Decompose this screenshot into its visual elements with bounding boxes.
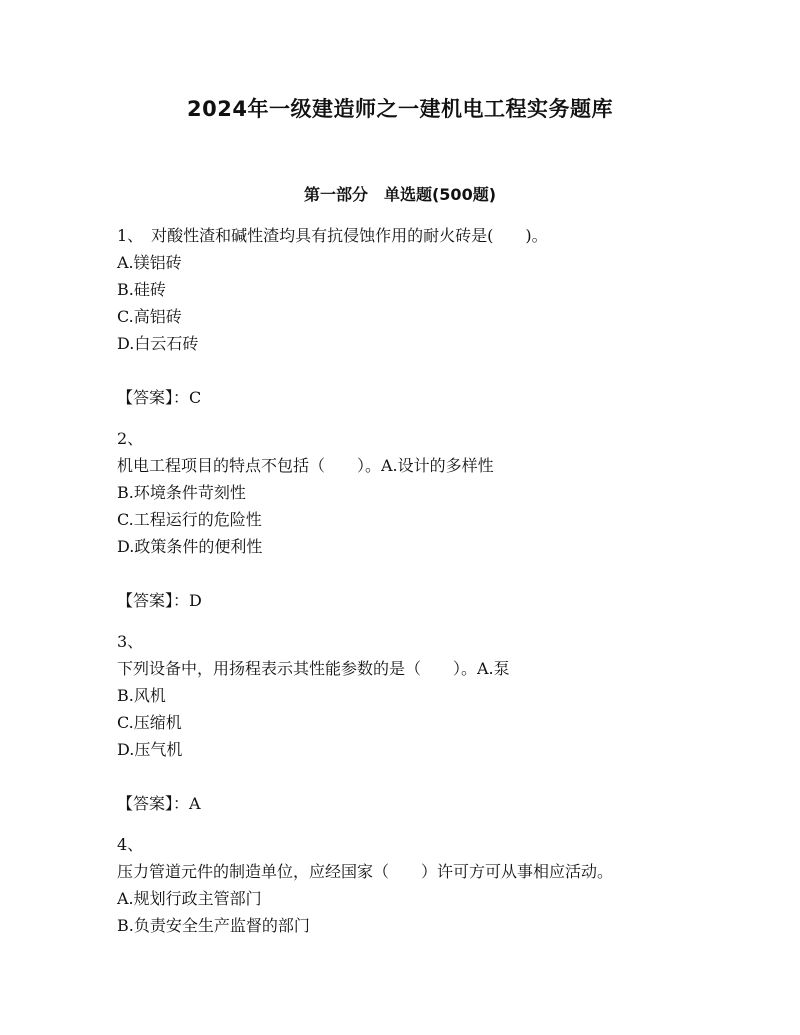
option-c: C.工程运行的危险性 [117,510,262,529]
document-title: 2024年一级建造师之一建机电工程实务题库 [187,97,613,121]
question-1 [117,222,717,411]
option-b: B.硅砖 [117,280,166,299]
question-list [117,222,717,939]
option-c: C.高铝砖 [117,307,182,326]
question-stem: 机电工程项目的特点不包括（ ）。A.设计的多样性 [117,456,494,475]
question-number: 3、 [117,632,144,651]
answer-line: 【答案】：C [117,388,202,407]
question-3 [117,628,717,817]
question-stem: 压力管道元件的制造单位，应经国家（ ）许可方可从事相应活动。 [117,862,614,881]
option-b: B.风机 [117,686,166,705]
option-d: D.政策条件的便利性 [117,537,263,556]
option-c: C.压缩机 [117,713,182,732]
option-d: D.白云石砖 [117,334,199,353]
question-number: 2、 [117,429,144,448]
answer-line: 【答案】：A [117,794,201,813]
question-4 [117,831,717,939]
section-title: 第一部分 单选题(500题) [303,185,497,204]
question-stem: 1、 对酸性渣和碱性渣均具有抗侵蚀作用的耐火砖是( )。 [117,226,548,245]
question-stem: 下列设备中，用扬程表示其性能参数的是（ ）。A.泵 [117,659,510,678]
option-b: B.负责安全生产监督的部门 [117,916,310,935]
option-b: B.环境条件苛刻性 [117,483,246,502]
question-2 [117,425,717,614]
question-number: 4、 [117,835,144,854]
option-d: D.压气机 [117,740,183,759]
answer-line: 【答案】：D [117,591,202,610]
option-a: A.镁铝砖 [117,253,182,272]
option-a: A.规划行政主管部门 [117,889,262,908]
